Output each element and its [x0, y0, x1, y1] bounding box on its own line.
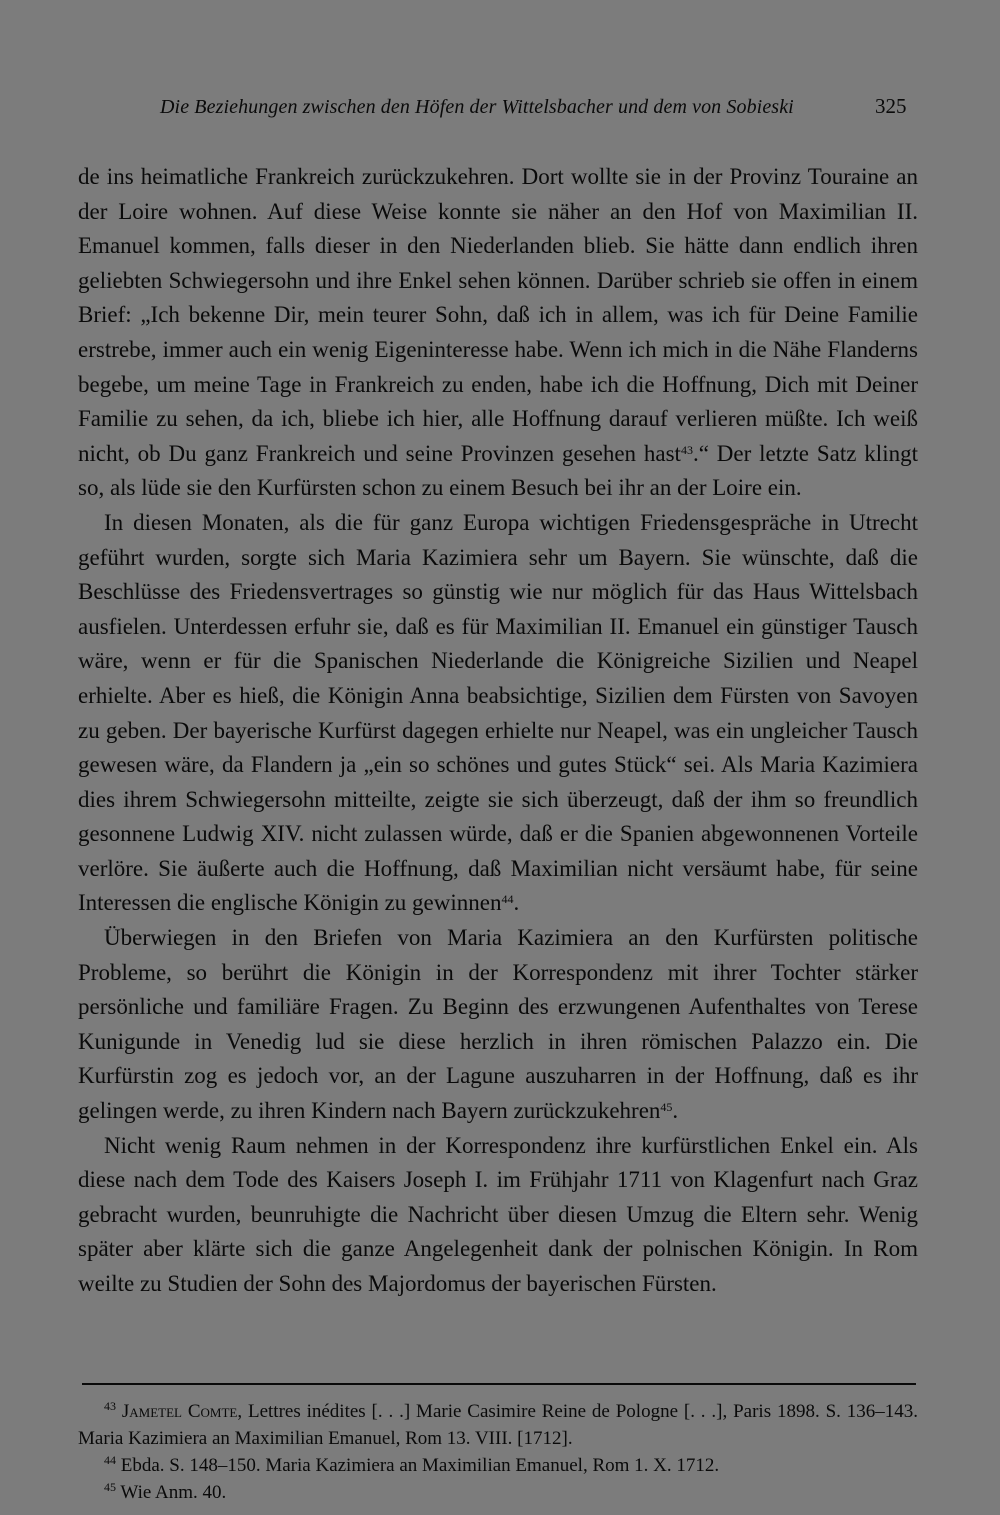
page-number: 325	[875, 94, 907, 118]
paragraph-text: de ins heimatliche Frankreich zurückzukehren. Dort wollte sie in der Provinz Touraine an der Loire wohnen. Auf diese Weise konnte sie näher an den Hof von Maximilian II. Emanuel kommen, falls dieser in den Niederlanden blieb. Sie hätte dann endlich ihren geliebten Schwiegersohn und ihre Enkel sehen können. Darüber schrieb sie offen in einem Brief: „Ich bekenne Dir, mein teurer Sohn, daß ich in allem, was ich für Deine Familie erstrebe, immer auch ein wenig Eigeninteresse habe. Wenn ich mich in die Nähe Flanderns begebe, um meine Tage in Frankreich zu enden, habe ich die Hoffnung, Dich mit Deiner Familie zu sehen, da ich, bliebe ich hier, alle Hoffnung darauf verlieren müßte. Ich weiß nicht, ob Du ganz Frankreich und seine Provinzen gesehen hast	[78, 164, 918, 466]
paragraph-text: In diesen Monaten, als die für ganz Europa wichtigen Friedensgespräche in Utrecht geführt wurden, sorgte sich Maria Kazimiera sehr um Bayern. Sie wünschte, daß die Beschlüsse des Friedensvertrages so günstig wie nur möglich für das Haus Wittelsbach ausfielen. Unterdessen erfuhr sie, daß es für Maximilian II. Emanuel ein günstiger Tausch wäre, wenn er für die Spanischen Niederlande die Königreiche Sizilien und Neapel erhielte. Aber es hieß, die Königin Anna beabsichtige, Sizilien dem Fürsten von Savoyen zu geben. Der bayerische Kurfürst dagegen erhielte nur Neapel, was ein ungleicher Tausch gewesen wäre, da Flandern ja „ein so schönes und gutes Stück“ sei. Als Maria Kazimiera dies ihrem Schwiegersohn mitteilte, zeigte sie sich überzeugt, daß der ihm so freundlich gesonnene Ludwig XIV. nicht zulassen würde, daß er die Spanien abgewonnenen Vorteile verlöre. Sie äußerte auch die Hoffnung, daß Maximilian nicht versäumt habe, für seine Interessen die englische Königin zu gewinnen	[78, 509, 918, 916]
paragraph-4	[78, 1129, 918, 1302]
footnote-text: , Lettres inédites [. . .] Marie Casimire Reine de Pologne [. . .], Paris 1898. S. 136–143. Maria Kazimiera an Maximilian Emanuel, Rom 13. VIII. [1712].	[78, 1401, 919, 1449]
footnote-ref: 43	[680, 442, 693, 457]
footnotes	[78, 1398, 918, 1506]
footnote-43	[78, 1398, 918, 1452]
main-text	[78, 160, 918, 1302]
paragraph-text: .	[672, 1098, 679, 1124]
paragraph-text: Nicht wenig Raum nehmen in der Korrespondenz ihre kurfürstlichen Enkel ein. Als diese nach dem Tode des Kaisers Joseph I. im Frühjahr 1711 von Klagenfurt nach Graz gebracht wurden, beunruhigte die Nachricht über diesen Umzug die Eltern sehr. Wenig später aber klärte sich die ganze Angelegenheit dank der polnischen Königin. In Rom weilte zu Studien der Sohn des Majordomus der bayerischen Fürsten.	[78, 1132, 918, 1296]
footnote-author: Jametel Comte	[121, 1401, 238, 1422]
footnote-number: 43	[104, 1399, 116, 1413]
footnote-divider	[82, 1383, 916, 1385]
footnote-45	[78, 1479, 918, 1506]
footnote-number: 45	[104, 1480, 116, 1494]
paragraph-text: Überwiegen in den Briefen von Maria Kazimiera an den Kurfürsten politische Probleme, so berührt die Königin in der Korrespondenz mit ihrer Tochter stärker persönliche und familiäre Fragen. Zu Beginn des erzwungenen Aufenthaltes von Terese Kunigunde in Venedig lud sie diese herzlich in ihren römischen Palazzo ein. Die Kurfürstin zog es jedoch vor, an der Lagune auszuharren in der Hoffnung, daß es ihr gelingen werde, zu ihren Kindern nach Bayern zurückzukehren	[78, 925, 918, 1124]
paragraph-3	[78, 921, 918, 1129]
footnote-text: Ebda. S. 148–150. Maria Kazimiera an Maximilian Emanuel, Rom 1. X. 1712.	[120, 1455, 720, 1476]
footnote-number: 44	[104, 1453, 116, 1467]
paragraph-text: .“ Der letzte Satz klingt so, als lüde sie den Kurfürsten schon zu einem Besuch bei ihr an der Loire ein.	[78, 440, 918, 501]
footnote-text: Wie Anm. 40.	[120, 1482, 227, 1503]
footnote-ref: 44	[501, 892, 514, 907]
running-head: Die Beziehungen zwischen den Höfen der Wittelsbacher und dem von Sobieski	[160, 96, 794, 118]
footnote-ref: 45	[660, 1100, 673, 1115]
paragraph-text: .	[513, 890, 520, 916]
paragraph-1	[78, 160, 918, 506]
footnote-44	[78, 1452, 918, 1479]
paragraph-2	[78, 506, 918, 921]
